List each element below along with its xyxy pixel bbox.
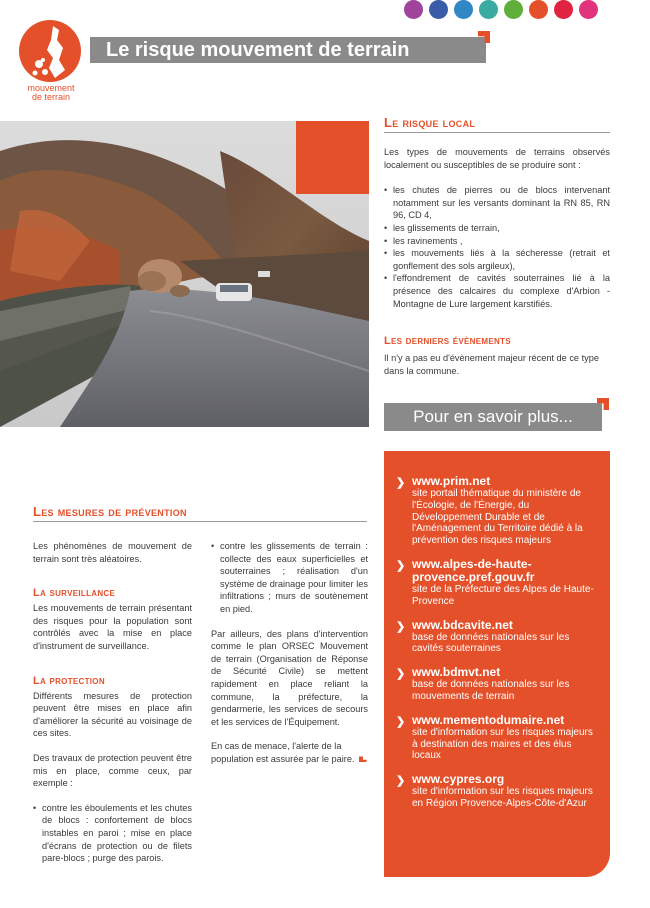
orsec-paragraph: Par ailleurs, des plans d'intervention comme le plan ORSEC Mouvement de terrain (Organisation de Réponse de Sécurité Civile) se mettent rapidement en place reliant la commune, la préfecture, la gendarmerie, les services de secours et les services de l'Équipement. <box>211 628 368 727</box>
link-item-prim[interactable] <box>396 475 600 547</box>
list-item: • les mouvements liés à la sécheresse (retrait et gonflement des sols argileux), <box>384 247 610 272</box>
color-dot <box>479 0 498 19</box>
link-url[interactable]: www.bdmvt.net <box>412 665 501 680</box>
protection-list-continued <box>211 540 368 616</box>
end-mark-icon <box>359 756 367 762</box>
prevention-heading-block <box>33 504 367 522</box>
link-description: site d'information sur les risques majeurs en Région Provence-Alpes-Côte-d'Azur <box>412 786 593 809</box>
link-item-memento[interactable] <box>396 714 600 762</box>
list-item: • l'effondrement de cavités souterraines lié à la présence des calcaires du complexe d'Arbion - Montagne de Lure largement karstifiés. <box>384 272 610 310</box>
prevention-heading: Les mesures de prévention <box>33 504 367 522</box>
link-description: base de données nationales sur les mouvements de terrain <box>412 679 570 702</box>
link-item-bdcavite[interactable] <box>396 619 600 656</box>
link-item-cypres[interactable] <box>396 773 600 810</box>
local-risk-intro: Les types de mouvements de terrains observés localement ou susceptibles de se produire sont : <box>384 147 610 170</box>
list-item: • contre les éboulements et les chutes de blocs : confortement de blocs instables en paroi ; mise en place d'écrans de protection ou de filets pare-blocs ; purge des parois. <box>33 802 192 865</box>
color-dot <box>504 0 523 19</box>
color-dot <box>454 0 473 19</box>
list-item: • les ravinements , <box>384 235 610 248</box>
local-risk-section <box>384 115 610 310</box>
landslide-icon <box>19 20 81 82</box>
link-url[interactable]: www.bdcavite.net <box>412 617 513 632</box>
list-item: • contre les glissements de terrain : collecte des eaux superficielles et souterraines ; réalisation d'un système de drainage pour limiter les infiltrations ; murs de soutènement en pied. <box>211 540 368 616</box>
photo-corner-accent <box>296 121 369 194</box>
prevention-col-1 <box>33 540 192 865</box>
last-events-heading: Les derniers évènements <box>384 335 511 347</box>
link-description: base de données nationales sur les cavités souterraines <box>412 631 570 655</box>
chevron-right-icon: ❯ <box>396 477 406 489</box>
prevention-intro: Les phénomènes de mouvement de terrain sont très aléatoires. <box>33 541 192 564</box>
link-description: site de la Préfecture des Alpes de Haute-Provence <box>412 583 594 607</box>
prevention-col-2 <box>211 540 368 766</box>
link-url[interactable]: www.cypres.org <box>412 772 505 787</box>
chevron-right-icon: ❯ <box>396 775 406 788</box>
more-info-title: Pour en savoir plus... <box>413 407 573 426</box>
logo-caption: mouvement de terrain <box>27 83 75 102</box>
chevron-right-icon: ❯ <box>396 559 406 572</box>
color-dot <box>429 0 448 19</box>
color-dots <box>404 0 598 19</box>
list-item: • les chutes de pierres ou de blocs intervenant notamment sur les versants dominant la RN 85, RN 96, CD 4, <box>384 184 610 222</box>
chevron-right-icon: ❯ <box>396 620 406 633</box>
protection-text-1: Différents mesures de protection peuvent être mises en place afin d'améliorer la sécurité au voisinage de ces sites. <box>33 690 192 739</box>
chevron-right-icon: ❯ <box>396 668 406 681</box>
alert-paragraph: En cas de menace, l'alerte de la population est assurée par le paire. <box>211 740 368 765</box>
list-item: • les glissements de terrain, <box>384 222 610 235</box>
protection-text-2: Des travaux de protection peuvent être mis en place, comme ceux, par exemple : <box>33 752 192 789</box>
link-description: site portail thématique du ministère de l'Écologie, de l'Énergie, du Développement Durable et de l'Aménagement du Territoire dédié à la prévention des risques majeurs <box>412 488 583 547</box>
local-risk-heading: Le risque local <box>384 115 610 133</box>
surveillance-text: Les mouvements de terrain présentant des risques pour la population sont contrôlés avec la mise en place d'instrument de surveillance. <box>33 603 192 651</box>
color-dot <box>554 0 573 19</box>
protection-heading: La protection <box>33 674 105 687</box>
color-dot <box>579 0 598 19</box>
color-dot <box>529 0 548 19</box>
link-item-bdmvt[interactable] <box>396 666 600 703</box>
last-events-text: Il n'y a pas eu d'évènement majeur récent de ce type dans la commune. <box>384 353 599 376</box>
local-risk-list <box>384 184 610 310</box>
link-item-prefecture[interactable] <box>396 558 600 608</box>
link-url[interactable]: www.alpes-de-haute-provence.pref.gouv.fr <box>412 556 535 584</box>
color-dot <box>404 0 423 19</box>
chevron-right-icon: ❯ <box>396 715 406 728</box>
last-events-section <box>384 335 610 377</box>
link-url[interactable]: www.mementodumaire.net <box>412 712 565 727</box>
page-title: Le risque mouvement de terrain <box>106 39 410 61</box>
link-description: site d'information sur les risques majeurs à destination des maires et des élus locaux <box>412 726 593 762</box>
protection-list <box>33 802 192 865</box>
link-url[interactable]: www.prim.net <box>412 474 491 488</box>
surveillance-heading: La surveillance <box>33 587 116 600</box>
links-panel <box>384 451 610 877</box>
